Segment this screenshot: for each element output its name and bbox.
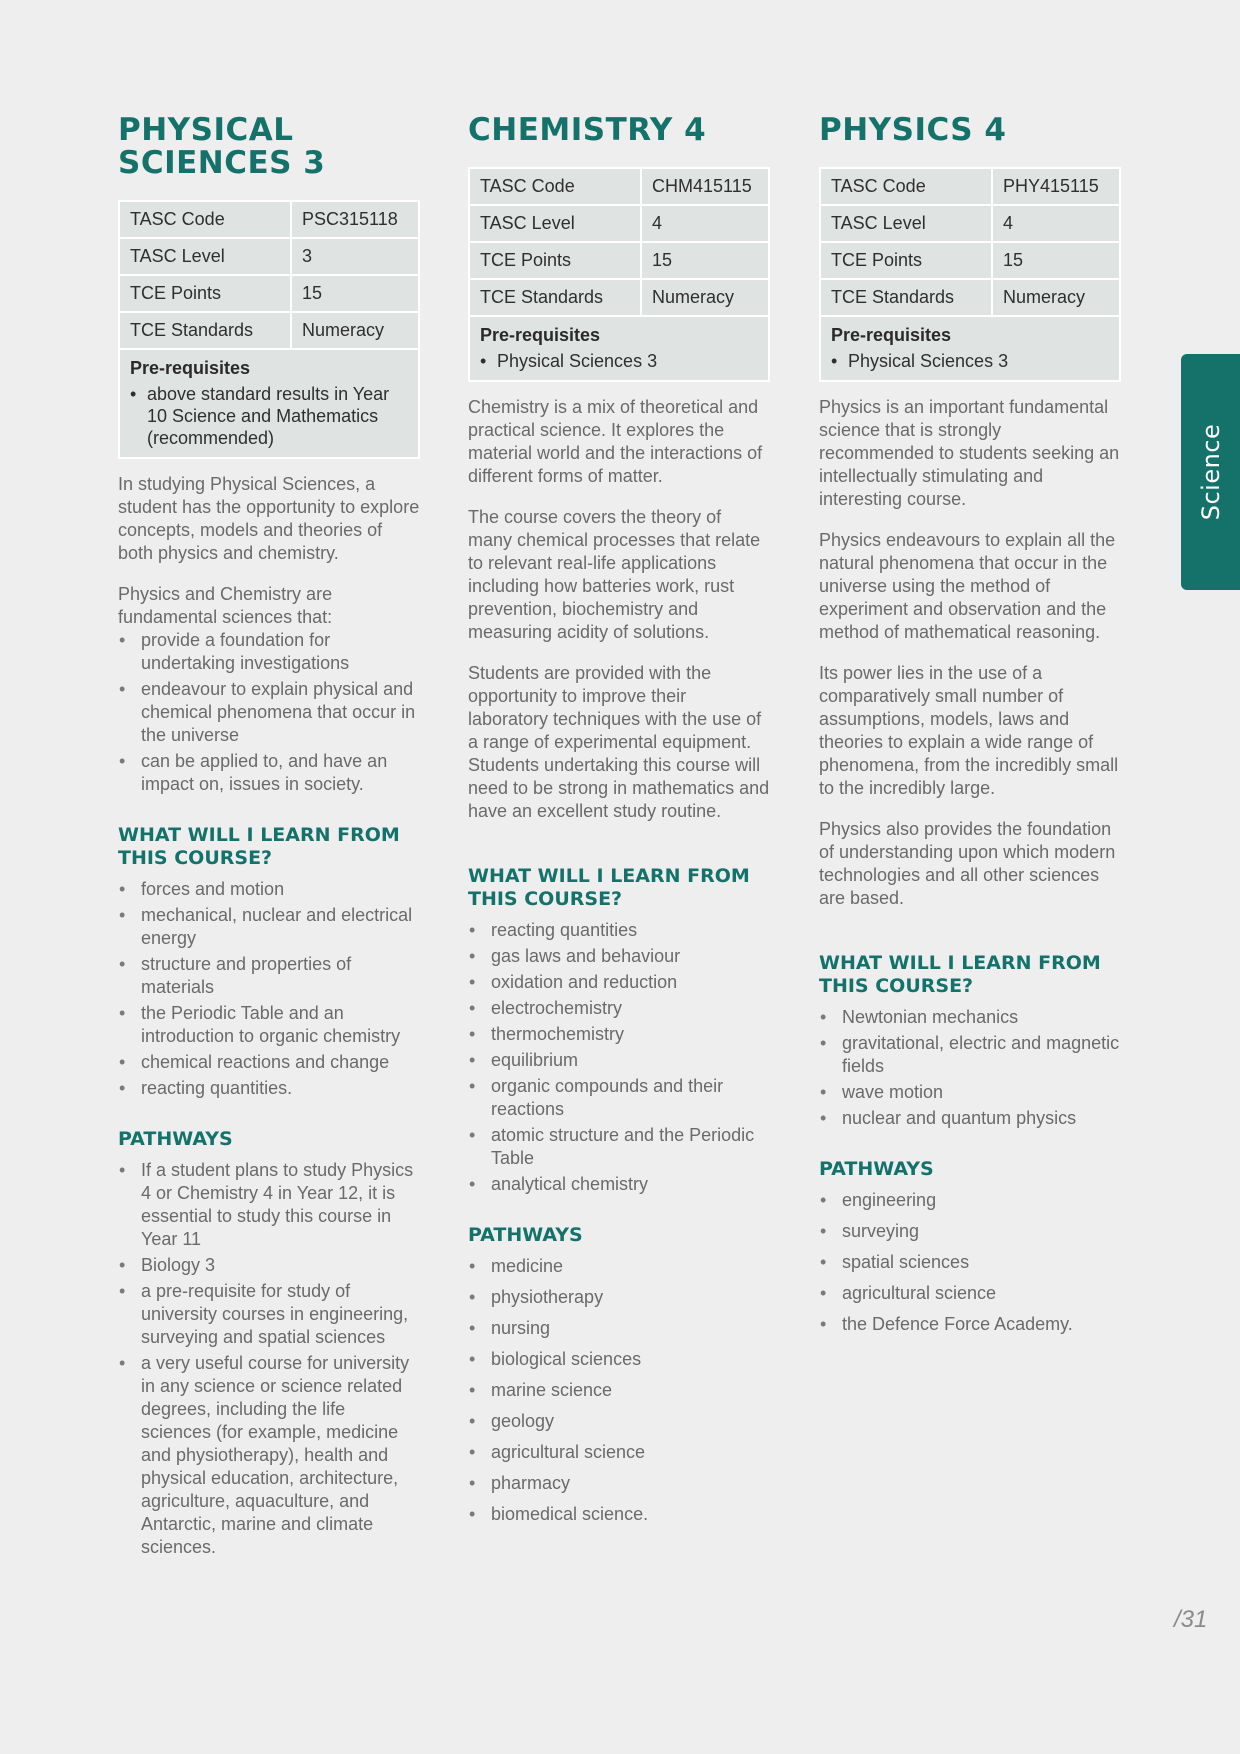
info-row <box>469 279 769 316</box>
list-item: • wave motion <box>819 1081 1121 1104</box>
list-item: • mechanical, nuclear and electrical energy <box>118 904 420 950</box>
learn-list <box>468 919 770 1196</box>
list-item: • electrochemistry <box>468 997 770 1020</box>
info-label: TCE Standards <box>119 312 291 349</box>
learn-list <box>118 878 420 1100</box>
list-item: • agricultural science <box>468 1441 770 1464</box>
list-item: • a pre-requisite for study of university courses in engineering, surveying and spatial sciences <box>118 1280 420 1349</box>
list-item: • surveying <box>819 1220 1121 1243</box>
fundamentals-list <box>118 629 420 796</box>
info-value: CHM415115 <box>641 168 769 205</box>
info-label: TASC Level <box>469 205 641 242</box>
info-value: 4 <box>992 205 1120 242</box>
course-description: Physics is an important fundamental science that is strongly recommended to students seeking an intellectually stimulating and interesting course. <box>819 397 1120 509</box>
info-label: TASC Code <box>469 168 641 205</box>
list-item: • biomedical science. <box>468 1503 770 1526</box>
course-description: Chemistry is a mix of theoretical and practical science. It explores the material world and the interactions of different forms of matter. <box>468 397 763 486</box>
prereq-row <box>119 349 419 458</box>
prereq-list <box>480 350 758 372</box>
course-description: Physics and Chemistry are fundamental sciences that: <box>118 584 333 627</box>
info-label: TCE Points <box>119 275 291 312</box>
info-row <box>119 275 419 312</box>
section-tab-science <box>1181 354 1240 590</box>
list-item: • Newtonian mechanics <box>819 1006 1121 1029</box>
list-item: • agricultural science <box>819 1282 1121 1305</box>
info-label: TASC Level <box>820 205 992 242</box>
info-value: Numeracy <box>291 312 419 349</box>
prereq-list <box>831 350 1109 372</box>
course-description: The course covers the theory of many chemical processes that relate to relevant real-life applications including how batteries work, rust prevention, biochemistry and measuring acidity of solutions. <box>468 507 761 642</box>
list-item: • spatial sciences <box>819 1251 1121 1274</box>
course-info-table <box>819 167 1121 382</box>
info-value: 15 <box>992 242 1120 279</box>
list-item: • gravitational, electric and magnetic fields <box>819 1032 1121 1078</box>
learn-heading: WHAT WILL I LEARN FROM THIS COURSE? <box>819 952 1101 997</box>
list-item: • engineering <box>819 1189 1121 1212</box>
info-row <box>119 201 419 238</box>
info-label: TASC Code <box>119 201 291 238</box>
list-item: • biological sciences <box>468 1348 770 1371</box>
list-item: • reacting quantities <box>468 919 770 942</box>
list-item: • nuclear and quantum physics <box>819 1107 1121 1130</box>
list-item: • organic compounds and their reactions <box>468 1075 770 1121</box>
pathways-heading: PATHWAYS <box>118 1128 233 1150</box>
prereq-cell <box>820 316 1120 381</box>
info-label: TCE Points <box>820 242 992 279</box>
list-item: • nursing <box>468 1317 770 1340</box>
page-number: /31 <box>1174 1606 1208 1633</box>
info-value: PHY415115 <box>992 168 1120 205</box>
list-item: • chemical reactions and change <box>118 1051 420 1074</box>
info-value: 4 <box>641 205 769 242</box>
prereq-title: Pre-requisites <box>130 358 251 378</box>
list-item: • endeavour to explain physical and chemical phenomena that occur in the universe <box>118 678 420 747</box>
list-item: • medicine <box>468 1255 770 1278</box>
list-item: • provide a foundation for undertaking investigations <box>118 629 420 675</box>
list-item: • pharmacy <box>468 1472 770 1495</box>
prereq-row <box>469 316 769 381</box>
course-description: Physics also provides the foundation of understanding upon which modern technologies and all other sciences are based. <box>819 819 1116 908</box>
list-item: • gas laws and behaviour <box>468 945 770 968</box>
info-row <box>820 205 1120 242</box>
info-row <box>119 312 419 349</box>
info-value: 3 <box>291 238 419 275</box>
course-info-table <box>118 200 420 459</box>
prereq-item: • Physical Sciences 3 <box>831 350 1109 372</box>
section-tab-label: Science <box>1197 423 1225 521</box>
list-item: • If a student plans to study Physics 4 or Chemistry 4 in Year 12, it is essential to study this course in Year 11 <box>118 1159 420 1251</box>
info-label: TCE Points <box>469 242 641 279</box>
info-value: 15 <box>291 275 419 312</box>
list-item: • geology <box>468 1410 770 1433</box>
info-label: TASC Level <box>119 238 291 275</box>
course-info-table <box>468 167 770 382</box>
list-item: • atomic structure and the Periodic Table <box>468 1124 770 1170</box>
info-row <box>820 168 1120 205</box>
list-item: • the Defence Force Academy. <box>819 1313 1121 1336</box>
list-item: • forces and motion <box>118 878 420 901</box>
course-title: CHEMISTRY 4 <box>468 112 707 148</box>
prereq-title: Pre-requisites <box>831 325 952 345</box>
info-value: PSC315118 <box>291 201 419 238</box>
list-item: • Biology 3 <box>118 1254 420 1277</box>
info-row <box>820 279 1120 316</box>
info-row <box>469 242 769 279</box>
info-row <box>119 238 419 275</box>
list-item: • oxidation and reduction <box>468 971 770 994</box>
course-title: PHYSICAL SCIENCES 3 <box>118 112 326 181</box>
pathways-heading: PATHWAYS <box>468 1224 583 1246</box>
list-item: • thermochemistry <box>468 1023 770 1046</box>
list-item: • physiotherapy <box>468 1286 770 1309</box>
info-label: TCE Standards <box>469 279 641 316</box>
course-chemistry-4 <box>468 114 770 1534</box>
pathways-list <box>118 1159 420 1559</box>
info-label: TASC Code <box>820 168 992 205</box>
course-description: In studying Physical Sciences, a student has the opportunity to explore concepts, models and theories of both physics and chemistry. <box>118 474 420 563</box>
course-physics-4 <box>819 114 1121 1344</box>
pathways-list <box>468 1255 770 1526</box>
course-description: Its power lies in the use of a comparatively small number of assumptions, models, laws and theories to explain a wide range of phenomena, from the incredibly small to the incredibly large. <box>819 663 1119 798</box>
list-item: • a very useful course for university in any science or science related degrees, including the life sciences (for example, medicine and physiotherapy), health and physical education, architecture, agriculture, aquaculture, and Antarctic, marine and climate sciences. <box>118 1352 420 1559</box>
pathways-list <box>819 1189 1121 1336</box>
info-row <box>469 205 769 242</box>
learn-heading: WHAT WILL I LEARN FROM THIS COURSE? <box>468 865 750 910</box>
course-description: Students are provided with the opportunity to improve their laboratory techniques with the use of a range of experimental equipment. Students undertaking this course will need to be strong in mathematics and have an excellent study routine. <box>468 663 770 821</box>
list-item: • analytical chemistry <box>468 1173 770 1196</box>
list-item: • structure and properties of materials <box>118 953 420 999</box>
prereq-title: Pre-requisites <box>480 325 601 345</box>
info-row <box>469 168 769 205</box>
prereq-item: • above standard results in Year 10 Science and Mathematics (recommended) <box>130 383 408 449</box>
list-item: • equilibrium <box>468 1049 770 1072</box>
course-physical-sciences-3 <box>118 114 420 1562</box>
list-item: • reacting quantities. <box>118 1077 420 1100</box>
list-item: • can be applied to, and have an impact on, issues in society. <box>118 750 420 796</box>
list-item: • the Periodic Table and an introduction to organic chemistry <box>118 1002 420 1048</box>
info-value: Numeracy <box>641 279 769 316</box>
info-value: Numeracy <box>992 279 1120 316</box>
list-item: • marine science <box>468 1379 770 1402</box>
prereq-row <box>820 316 1120 381</box>
prereq-list <box>130 383 408 449</box>
info-value: 15 <box>641 242 769 279</box>
pathways-heading: PATHWAYS <box>819 1158 934 1180</box>
prereq-cell <box>119 349 419 458</box>
prereq-item: • Physical Sciences 3 <box>480 350 758 372</box>
learn-list <box>819 1006 1121 1130</box>
course-description: Physics endeavours to explain all the natural phenomena that occur in the universe using the method of experiment and observation and the method of mathematical reasoning. <box>819 530 1116 642</box>
learn-heading: WHAT WILL I LEARN FROM THIS COURSE? <box>118 824 400 869</box>
info-row <box>820 242 1120 279</box>
prereq-cell <box>469 316 769 381</box>
info-label: TCE Standards <box>820 279 992 316</box>
course-title: PHYSICS 4 <box>819 112 1007 148</box>
